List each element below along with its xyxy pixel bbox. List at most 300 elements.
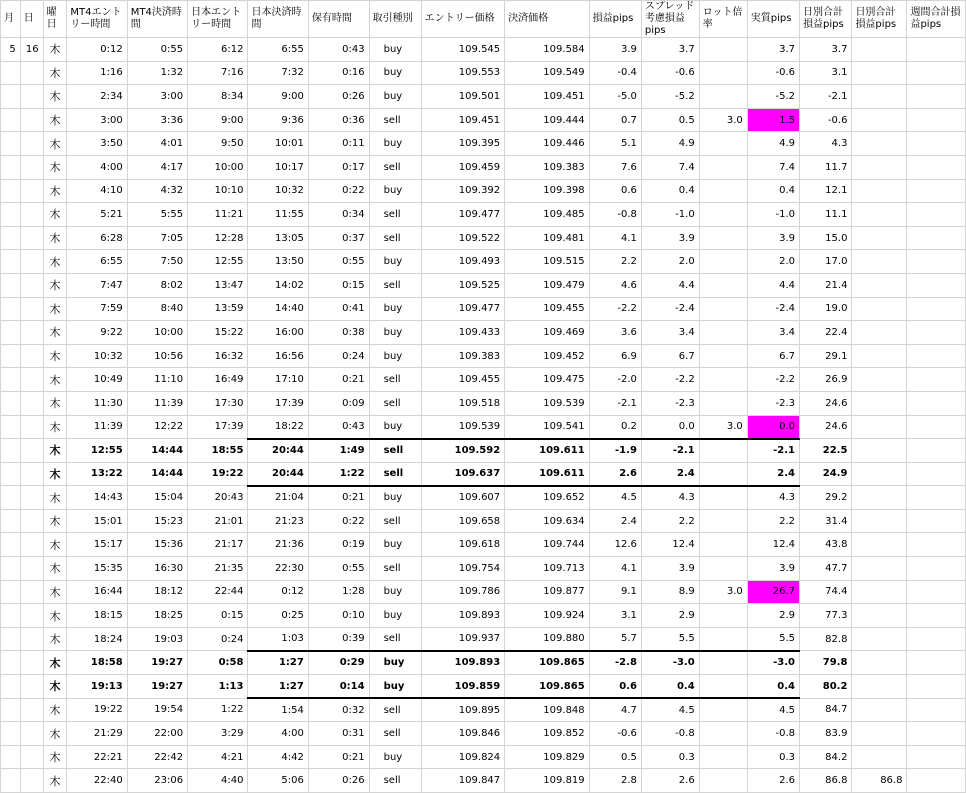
cell-month[interactable]: [1, 368, 21, 392]
cell-entry-price[interactable]: 109.522: [421, 226, 505, 250]
cell-lot[interactable]: [699, 675, 747, 699]
cell-daily-total[interactable]: 29.1: [800, 344, 852, 368]
cell-exit-price[interactable]: 109.446: [505, 132, 590, 156]
cell-type[interactable]: sell: [369, 722, 421, 746]
cell-mt4-entry[interactable]: 7:47: [67, 273, 127, 297]
cell-jp-entry[interactable]: 19:22: [188, 462, 248, 486]
cell-jp-exit[interactable]: 10:01: [248, 132, 308, 156]
cell-spread-pl[interactable]: 4.3: [641, 486, 699, 510]
cell-spread-pl[interactable]: 4.4: [641, 273, 699, 297]
cell-lot[interactable]: [699, 722, 747, 746]
cell-spread-pl[interactable]: 3.9: [641, 557, 699, 581]
cell-day[interactable]: [20, 769, 43, 793]
cell-type[interactable]: sell: [369, 439, 421, 463]
cell-jp-entry[interactable]: 7:16: [188, 61, 248, 85]
cell-jp-entry[interactable]: 15:22: [188, 321, 248, 345]
cell-mt4-exit[interactable]: 18:25: [127, 604, 187, 628]
cell-daily-total-2[interactable]: [852, 439, 907, 463]
cell-dow[interactable]: 木: [43, 580, 67, 604]
cell-daily-total-2[interactable]: [852, 155, 907, 179]
cell-dow[interactable]: 木: [43, 226, 67, 250]
cell-mt4-exit[interactable]: 4:17: [127, 155, 187, 179]
cell-day[interactable]: [20, 344, 43, 368]
cell-pl[interactable]: 9.1: [589, 580, 641, 604]
cell-actual[interactable]: 2.6: [747, 769, 799, 793]
cell-lot[interactable]: 3.0: [699, 580, 747, 604]
cell-type[interactable]: buy: [369, 604, 421, 628]
cell-dow[interactable]: 木: [43, 415, 67, 439]
cell-pl[interactable]: 3.9: [589, 38, 641, 62]
cell-jp-entry[interactable]: 17:30: [188, 391, 248, 415]
cell-daily-total[interactable]: 82.8: [800, 627, 852, 651]
cell-jp-exit[interactable]: 22:30: [248, 557, 308, 581]
cell-mt4-exit[interactable]: 7:05: [127, 226, 187, 250]
cell-day[interactable]: [20, 462, 43, 486]
cell-jp-entry[interactable]: 13:59: [188, 297, 248, 321]
cell-mt4-entry[interactable]: 22:21: [67, 745, 127, 769]
cell-jp-entry[interactable]: 1:22: [188, 698, 248, 722]
cell-pl[interactable]: 2.4: [589, 509, 641, 533]
cell-weekly-total[interactable]: [907, 439, 966, 463]
cell-dow[interactable]: 木: [43, 344, 67, 368]
cell-actual[interactable]: 4.5: [747, 698, 799, 722]
cell-mt4-exit[interactable]: 19:27: [127, 651, 187, 675]
cell-type[interactable]: sell: [369, 698, 421, 722]
cell-exit-price[interactable]: 109.515: [505, 250, 590, 274]
cell-entry-price[interactable]: 109.395: [421, 132, 505, 156]
cell-entry-price[interactable]: 109.846: [421, 722, 505, 746]
cell-mt4-entry[interactable]: 7:59: [67, 297, 127, 321]
cell-day[interactable]: [20, 557, 43, 581]
cell-spread-pl[interactable]: 2.4: [641, 462, 699, 486]
cell-actual[interactable]: -2.4: [747, 297, 799, 321]
cell-daily-total-2[interactable]: [852, 415, 907, 439]
cell-daily-total[interactable]: 3.7: [800, 38, 852, 62]
cell-daily-total-2[interactable]: [852, 533, 907, 557]
cell-type[interactable]: buy: [369, 580, 421, 604]
cell-mt4-exit[interactable]: 15:23: [127, 509, 187, 533]
cell-daily-total-2[interactable]: [852, 745, 907, 769]
cell-daily-total[interactable]: -2.1: [800, 85, 852, 109]
cell-mt4-exit[interactable]: 1:32: [127, 61, 187, 85]
cell-spread-pl[interactable]: 3.9: [641, 226, 699, 250]
cell-daily-total-2[interactable]: [852, 179, 907, 203]
cell-exit-price[interactable]: 109.481: [505, 226, 590, 250]
cell-day[interactable]: [20, 722, 43, 746]
cell-pl[interactable]: -0.4: [589, 61, 641, 85]
cell-mt4-entry[interactable]: 21:29: [67, 722, 127, 746]
cell-day[interactable]: [20, 509, 43, 533]
cell-type[interactable]: sell: [369, 557, 421, 581]
cell-hold[interactable]: 0:38: [308, 321, 369, 345]
cell-daily-total[interactable]: 79.8: [800, 651, 852, 675]
cell-actual[interactable]: 0.3: [747, 745, 799, 769]
cell-type[interactable]: sell: [369, 226, 421, 250]
cell-jp-entry[interactable]: 4:21: [188, 745, 248, 769]
cell-mt4-exit[interactable]: 14:44: [127, 462, 187, 486]
cell-jp-entry[interactable]: 10:00: [188, 155, 248, 179]
cell-month[interactable]: [1, 415, 21, 439]
cell-spread-pl[interactable]: 2.0: [641, 250, 699, 274]
cell-actual[interactable]: 12.4: [747, 533, 799, 557]
cell-type[interactable]: sell: [369, 627, 421, 651]
cell-exit-price[interactable]: 109.744: [505, 533, 590, 557]
cell-actual[interactable]: 4.9: [747, 132, 799, 156]
cell-lot[interactable]: 3.0: [699, 415, 747, 439]
cell-daily-total[interactable]: 24.9: [800, 462, 852, 486]
cell-exit-price[interactable]: 109.475: [505, 368, 590, 392]
cell-hold[interactable]: 0:11: [308, 132, 369, 156]
cell-spread-pl[interactable]: 0.4: [641, 675, 699, 699]
cell-weekly-total[interactable]: [907, 745, 966, 769]
cell-daily-total[interactable]: 47.7: [800, 557, 852, 581]
cell-exit-price[interactable]: 109.865: [505, 651, 590, 675]
cell-month[interactable]: [1, 580, 21, 604]
cell-day[interactable]: [20, 698, 43, 722]
cell-entry-price[interactable]: 109.607: [421, 486, 505, 510]
cell-dow[interactable]: 木: [43, 722, 67, 746]
cell-daily-total-2[interactable]: [852, 85, 907, 109]
cell-type[interactable]: buy: [369, 132, 421, 156]
cell-hold[interactable]: 0:19: [308, 533, 369, 557]
cell-exit-price[interactable]: 109.829: [505, 745, 590, 769]
cell-hold[interactable]: 0:43: [308, 415, 369, 439]
cell-dow[interactable]: 木: [43, 533, 67, 557]
cell-mt4-exit[interactable]: 11:39: [127, 391, 187, 415]
cell-lot[interactable]: [699, 557, 747, 581]
cell-weekly-total[interactable]: [907, 38, 966, 62]
cell-mt4-entry[interactable]: 15:17: [67, 533, 127, 557]
cell-actual[interactable]: 0.4: [747, 675, 799, 699]
cell-mt4-entry[interactable]: 19:13: [67, 675, 127, 699]
cell-jp-entry[interactable]: 11:21: [188, 203, 248, 227]
cell-dow[interactable]: 木: [43, 604, 67, 628]
cell-entry-price[interactable]: 109.433: [421, 321, 505, 345]
cell-daily-total[interactable]: 4.3: [800, 132, 852, 156]
cell-mt4-entry[interactable]: 19:22: [67, 698, 127, 722]
cell-spread-pl[interactable]: -2.3: [641, 391, 699, 415]
cell-jp-entry[interactable]: 1:13: [188, 675, 248, 699]
cell-daily-total-2[interactable]: [852, 651, 907, 675]
cell-pl[interactable]: -0.6: [589, 722, 641, 746]
cell-mt4-entry[interactable]: 6:28: [67, 226, 127, 250]
cell-spread-pl[interactable]: -0.6: [641, 61, 699, 85]
cell-jp-exit[interactable]: 13:05: [248, 226, 308, 250]
cell-month[interactable]: [1, 533, 21, 557]
cell-actual[interactable]: -5.2: [747, 85, 799, 109]
cell-mt4-entry[interactable]: 15:01: [67, 509, 127, 533]
cell-entry-price[interactable]: 109.477: [421, 203, 505, 227]
cell-exit-price[interactable]: 109.398: [505, 179, 590, 203]
cell-spread-pl[interactable]: -3.0: [641, 651, 699, 675]
cell-exit-price[interactable]: 109.541: [505, 415, 590, 439]
cell-spread-pl[interactable]: 2.9: [641, 604, 699, 628]
cell-actual[interactable]: 1.5: [747, 108, 799, 132]
cell-dow[interactable]: 木: [43, 769, 67, 793]
cell-jp-exit[interactable]: 18:22: [248, 415, 308, 439]
cell-weekly-total[interactable]: [907, 557, 966, 581]
cell-daily-total-2[interactable]: [852, 38, 907, 62]
cell-dow[interactable]: 木: [43, 250, 67, 274]
cell-hold[interactable]: 0:43: [308, 38, 369, 62]
cell-mt4-entry[interactable]: 10:32: [67, 344, 127, 368]
cell-weekly-total[interactable]: [907, 155, 966, 179]
cell-actual[interactable]: -2.1: [747, 439, 799, 463]
cell-jp-exit[interactable]: 21:23: [248, 509, 308, 533]
cell-mt4-exit[interactable]: 15:36: [127, 533, 187, 557]
cell-pl[interactable]: -5.0: [589, 85, 641, 109]
cell-daily-total-2[interactable]: [852, 344, 907, 368]
cell-jp-entry[interactable]: 8:34: [188, 85, 248, 109]
cell-daily-total-2[interactable]: [852, 297, 907, 321]
cell-jp-exit[interactable]: 7:32: [248, 61, 308, 85]
cell-mt4-entry[interactable]: 2:34: [67, 85, 127, 109]
cell-type[interactable]: buy: [369, 250, 421, 274]
cell-weekly-total[interactable]: [907, 391, 966, 415]
cell-mt4-entry[interactable]: 3:00: [67, 108, 127, 132]
cell-weekly-total[interactable]: [907, 226, 966, 250]
cell-daily-total-2[interactable]: [852, 391, 907, 415]
cell-dow[interactable]: 木: [43, 273, 67, 297]
cell-exit-price[interactable]: 109.452: [505, 344, 590, 368]
cell-jp-exit[interactable]: 14:40: [248, 297, 308, 321]
cell-actual[interactable]: 4.4: [747, 273, 799, 297]
cell-entry-price[interactable]: 109.824: [421, 745, 505, 769]
cell-day[interactable]: [20, 226, 43, 250]
cell-exit-price[interactable]: 109.852: [505, 722, 590, 746]
cell-mt4-entry[interactable]: 1:16: [67, 61, 127, 85]
cell-weekly-total[interactable]: [907, 250, 966, 274]
cell-entry-price[interactable]: 109.545: [421, 38, 505, 62]
cell-daily-total[interactable]: 84.2: [800, 745, 852, 769]
cell-jp-entry[interactable]: 9:50: [188, 132, 248, 156]
cell-daily-total[interactable]: 24.6: [800, 391, 852, 415]
cell-entry-price[interactable]: 109.893: [421, 651, 505, 675]
cell-jp-exit[interactable]: 10:17: [248, 155, 308, 179]
cell-daily-total-2[interactable]: [852, 604, 907, 628]
cell-exit-price[interactable]: 109.819: [505, 769, 590, 793]
cell-exit-price[interactable]: 109.611: [505, 439, 590, 463]
cell-mt4-entry[interactable]: 22:40: [67, 769, 127, 793]
cell-hold[interactable]: 0:21: [308, 745, 369, 769]
cell-spread-pl[interactable]: -1.0: [641, 203, 699, 227]
cell-type[interactable]: buy: [369, 321, 421, 345]
cell-weekly-total[interactable]: [907, 462, 966, 486]
cell-actual[interactable]: -0.6: [747, 61, 799, 85]
cell-exit-price[interactable]: 109.634: [505, 509, 590, 533]
cell-mt4-exit[interactable]: 4:01: [127, 132, 187, 156]
cell-jp-entry[interactable]: 16:49: [188, 368, 248, 392]
cell-daily-total[interactable]: 86.8: [800, 769, 852, 793]
cell-entry-price[interactable]: 109.518: [421, 391, 505, 415]
cell-exit-price[interactable]: 109.485: [505, 203, 590, 227]
cell-month[interactable]: [1, 745, 21, 769]
cell-jp-exit[interactable]: 0:12: [248, 580, 308, 604]
cell-lot[interactable]: [699, 273, 747, 297]
cell-jp-entry[interactable]: 0:24: [188, 627, 248, 651]
cell-mt4-entry[interactable]: 14:43: [67, 486, 127, 510]
cell-type[interactable]: sell: [369, 273, 421, 297]
cell-month[interactable]: [1, 769, 21, 793]
cell-lot[interactable]: [699, 391, 747, 415]
cell-month[interactable]: [1, 675, 21, 699]
cell-entry-price[interactable]: 109.477: [421, 297, 505, 321]
cell-jp-entry[interactable]: 22:44: [188, 580, 248, 604]
cell-type[interactable]: sell: [369, 462, 421, 486]
cell-pl[interactable]: 4.1: [589, 226, 641, 250]
cell-exit-price[interactable]: 109.848: [505, 698, 590, 722]
cell-daily-total-2[interactable]: [852, 557, 907, 581]
cell-pl[interactable]: 4.5: [589, 486, 641, 510]
cell-actual[interactable]: 2.2: [747, 509, 799, 533]
cell-dow[interactable]: 木: [43, 321, 67, 345]
cell-month[interactable]: [1, 344, 21, 368]
cell-entry-price[interactable]: 109.392: [421, 179, 505, 203]
cell-hold[interactable]: 0:24: [308, 344, 369, 368]
cell-pl[interactable]: -2.8: [589, 651, 641, 675]
cell-pl[interactable]: 2.6: [589, 462, 641, 486]
cell-lot[interactable]: [699, 509, 747, 533]
cell-daily-total[interactable]: 83.9: [800, 722, 852, 746]
cell-hold[interactable]: 0:29: [308, 651, 369, 675]
cell-daily-total-2[interactable]: [852, 321, 907, 345]
cell-exit-price[interactable]: 109.713: [505, 557, 590, 581]
cell-mt4-exit[interactable]: 3:00: [127, 85, 187, 109]
cell-jp-entry[interactable]: 6:12: [188, 38, 248, 62]
cell-pl[interactable]: 0.6: [589, 675, 641, 699]
cell-month[interactable]: 5: [1, 38, 21, 62]
cell-jp-entry[interactable]: 21:17: [188, 533, 248, 557]
cell-day[interactable]: 16: [20, 38, 43, 62]
cell-weekly-total[interactable]: [907, 179, 966, 203]
cell-pl[interactable]: 7.6: [589, 155, 641, 179]
cell-daily-total-2[interactable]: [852, 722, 907, 746]
cell-jp-entry[interactable]: 0:15: [188, 604, 248, 628]
cell-entry-price[interactable]: 109.937: [421, 627, 505, 651]
cell-mt4-entry[interactable]: 13:22: [67, 462, 127, 486]
cell-pl[interactable]: -2.1: [589, 391, 641, 415]
cell-actual[interactable]: 7.4: [747, 155, 799, 179]
cell-mt4-exit[interactable]: 19:27: [127, 675, 187, 699]
cell-weekly-total[interactable]: [907, 698, 966, 722]
cell-pl[interactable]: 3.6: [589, 321, 641, 345]
cell-mt4-exit[interactable]: 19:03: [127, 627, 187, 651]
cell-day[interactable]: [20, 745, 43, 769]
cell-jp-exit[interactable]: 5:06: [248, 769, 308, 793]
cell-spread-pl[interactable]: -0.8: [641, 722, 699, 746]
cell-daily-total-2[interactable]: [852, 462, 907, 486]
cell-dow[interactable]: 木: [43, 509, 67, 533]
cell-daily-total[interactable]: 26.9: [800, 368, 852, 392]
cell-type[interactable]: buy: [369, 297, 421, 321]
cell-dow[interactable]: 木: [43, 675, 67, 699]
cell-hold[interactable]: 0:26: [308, 769, 369, 793]
cell-weekly-total[interactable]: [907, 509, 966, 533]
cell-entry-price[interactable]: 109.786: [421, 580, 505, 604]
cell-dow[interactable]: 木: [43, 745, 67, 769]
cell-dow[interactable]: 木: [43, 297, 67, 321]
cell-mt4-entry[interactable]: 15:35: [67, 557, 127, 581]
cell-actual[interactable]: 3.9: [747, 557, 799, 581]
cell-dow[interactable]: 木: [43, 203, 67, 227]
cell-spread-pl[interactable]: 0.0: [641, 415, 699, 439]
cell-dow[interactable]: 木: [43, 368, 67, 392]
cell-exit-price[interactable]: 109.444: [505, 108, 590, 132]
cell-dow[interactable]: 木: [43, 391, 67, 415]
cell-dow[interactable]: 木: [43, 85, 67, 109]
cell-day[interactable]: [20, 391, 43, 415]
cell-entry-price[interactable]: 109.455: [421, 368, 505, 392]
cell-daily-total[interactable]: 3.1: [800, 61, 852, 85]
cell-mt4-exit[interactable]: 15:04: [127, 486, 187, 510]
cell-hold[interactable]: 0:22: [308, 179, 369, 203]
cell-weekly-total[interactable]: [907, 297, 966, 321]
cell-jp-entry[interactable]: 17:39: [188, 415, 248, 439]
cell-mt4-entry[interactable]: 11:39: [67, 415, 127, 439]
cell-daily-total-2[interactable]: [852, 203, 907, 227]
cell-jp-exit[interactable]: 4:00: [248, 722, 308, 746]
cell-dow[interactable]: 木: [43, 108, 67, 132]
cell-mt4-entry[interactable]: 18:58: [67, 651, 127, 675]
cell-lot[interactable]: [699, 85, 747, 109]
cell-month[interactable]: [1, 651, 21, 675]
cell-dow[interactable]: 木: [43, 38, 67, 62]
cell-type[interactable]: buy: [369, 533, 421, 557]
cell-month[interactable]: [1, 509, 21, 533]
cell-dow[interactable]: 木: [43, 132, 67, 156]
cell-pl[interactable]: 2.8: [589, 769, 641, 793]
cell-hold[interactable]: 0:21: [308, 486, 369, 510]
cell-type[interactable]: buy: [369, 745, 421, 769]
cell-exit-price[interactable]: 109.611: [505, 462, 590, 486]
cell-actual[interactable]: 5.5: [747, 627, 799, 651]
cell-spread-pl[interactable]: 0.5: [641, 108, 699, 132]
cell-actual[interactable]: -1.0: [747, 203, 799, 227]
cell-month[interactable]: [1, 698, 21, 722]
cell-hold[interactable]: 0:41: [308, 297, 369, 321]
cell-mt4-entry[interactable]: 10:49: [67, 368, 127, 392]
cell-pl[interactable]: 2.2: [589, 250, 641, 274]
cell-day[interactable]: [20, 203, 43, 227]
cell-spread-pl[interactable]: 6.7: [641, 344, 699, 368]
cell-month[interactable]: [1, 462, 21, 486]
cell-lot[interactable]: [699, 533, 747, 557]
cell-jp-entry[interactable]: 10:10: [188, 179, 248, 203]
cell-jp-entry[interactable]: 13:47: [188, 273, 248, 297]
cell-jp-exit[interactable]: 1:27: [248, 675, 308, 699]
cell-month[interactable]: [1, 250, 21, 274]
cell-daily-total-2[interactable]: [852, 675, 907, 699]
cell-lot[interactable]: [699, 745, 747, 769]
cell-pl[interactable]: 5.1: [589, 132, 641, 156]
cell-exit-price[interactable]: 109.455: [505, 297, 590, 321]
cell-mt4-exit[interactable]: 16:30: [127, 557, 187, 581]
cell-spread-pl[interactable]: 4.5: [641, 698, 699, 722]
cell-jp-exit[interactable]: 21:04: [248, 486, 308, 510]
cell-exit-price[interactable]: 109.451: [505, 85, 590, 109]
cell-type[interactable]: buy: [369, 344, 421, 368]
cell-month[interactable]: [1, 108, 21, 132]
cell-jp-exit[interactable]: 6:55: [248, 38, 308, 62]
cell-dow[interactable]: 木: [43, 557, 67, 581]
cell-exit-price[interactable]: 109.865: [505, 675, 590, 699]
cell-day[interactable]: [20, 250, 43, 274]
cell-actual[interactable]: 2.4: [747, 462, 799, 486]
cell-month[interactable]: [1, 321, 21, 345]
cell-mt4-exit[interactable]: 23:06: [127, 769, 187, 793]
cell-lot[interactable]: [699, 250, 747, 274]
cell-month[interactable]: [1, 486, 21, 510]
